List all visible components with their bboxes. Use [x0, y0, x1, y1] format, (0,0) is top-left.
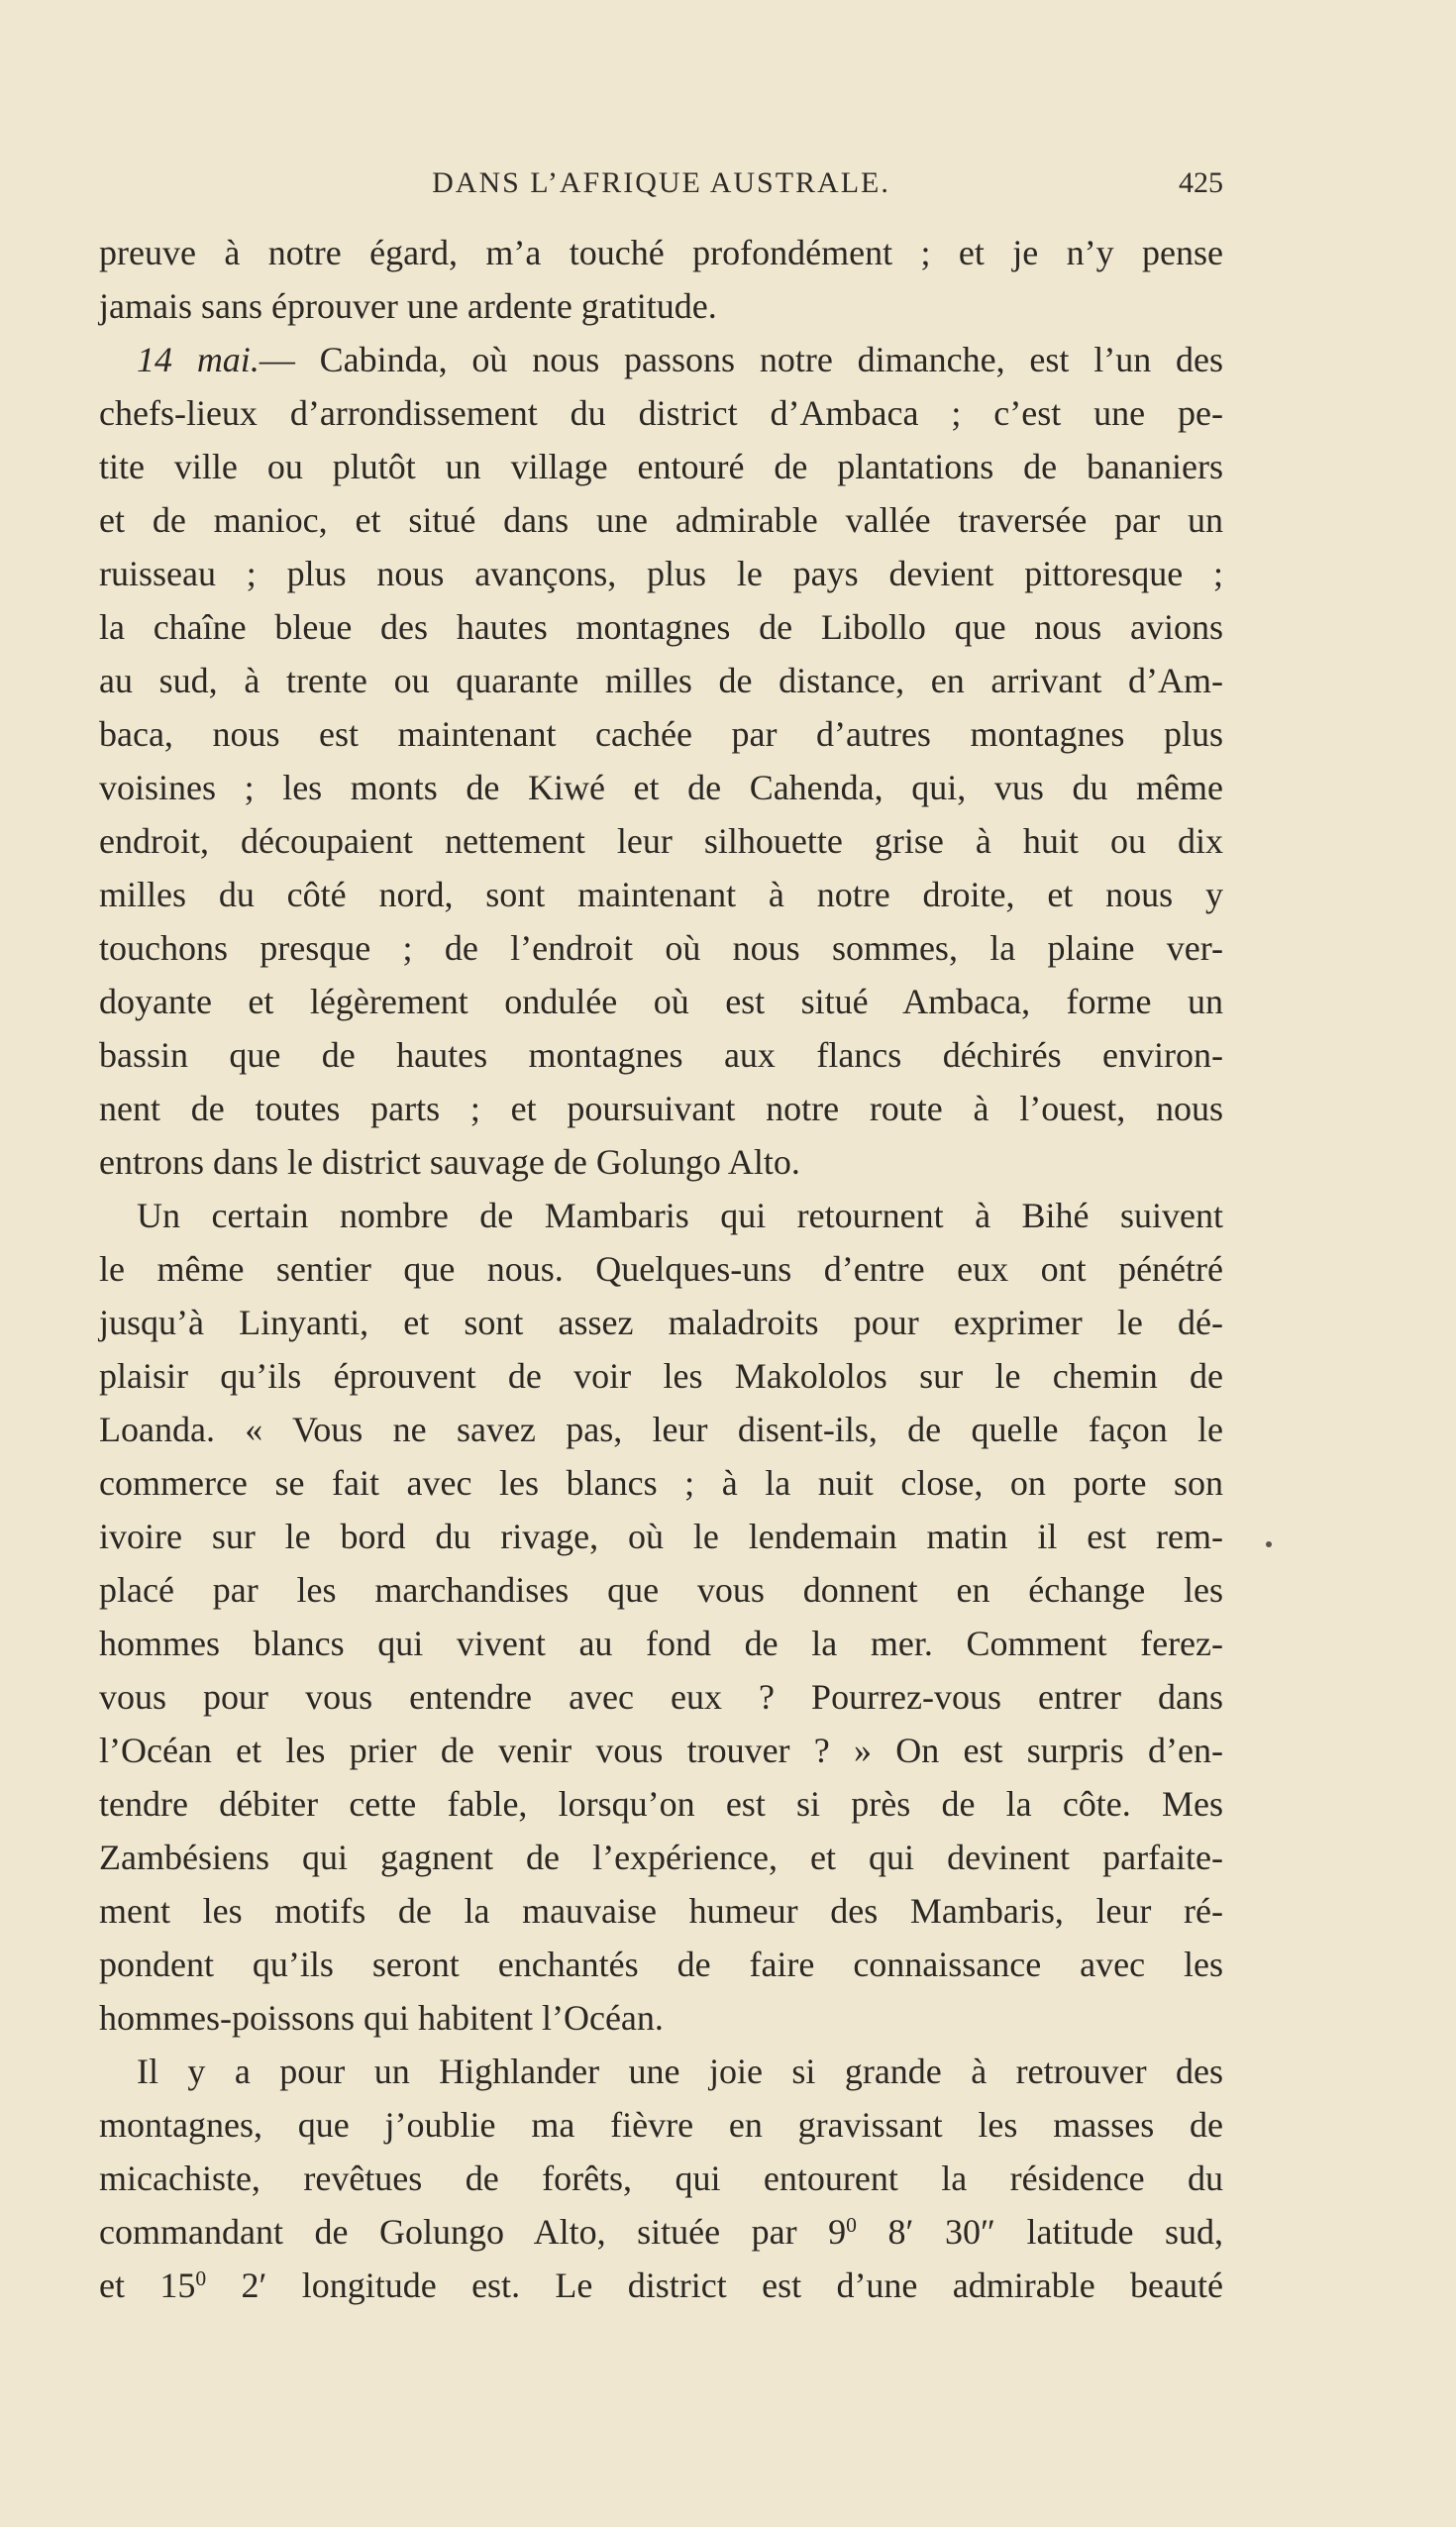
text-line: ruisseau ; plus nous avançons, plus le pays devient pittoresque ;: [99, 554, 1223, 593]
text-line: ment les motifs de la mauvaise humeur des Mambaris, leur ré-: [99, 1891, 1223, 1931]
text-line: jusqu’à Linyanti, et sont assez maladroits pour exprimer le dé-: [99, 1303, 1223, 1342]
text-line: chefs-lieux d’arrondissement du district d’Ambaca ; c’est une pe-: [99, 393, 1223, 433]
text-line: nent de toutes parts ; et poursuivant notre route à l’ouest, nous: [99, 1089, 1223, 1128]
text-run: 2′ longitude est. Le district est d’une admirable beauté: [206, 2265, 1223, 2305]
text-line: commerce se fait avec les blancs ; à la nuit close, on porte son: [99, 1463, 1223, 1503]
text-line: Loanda. « Vous ne savez pas, leur disent-ils, de quelle façon le: [99, 1410, 1223, 1449]
body-text: [99, 226, 1223, 2312]
text-line: l’Océan et les prier de venir vous trouver ? » On est surpris d’en-: [99, 1731, 1223, 1770]
text-line: endroit, découpaient nettement leur silhouette grise à huit ou dix: [99, 821, 1223, 861]
text-line: preuve à notre égard, m’a touché profondément ; et je n’y pense: [99, 233, 1223, 272]
text-line: micachiste, revêtues de forêts, qui entourent la résidence du: [99, 2158, 1223, 2198]
text-line: montagnes, que j’oublie ma fièvre en gravissant les masses de: [99, 2105, 1223, 2145]
longitude-degrees: 15: [159, 2265, 196, 2305]
latitude-degrees: 9: [828, 2212, 847, 2252]
text-line: [99, 2205, 1223, 2259]
text-run: 8′ 30″ latitude sud,: [856, 2212, 1224, 2252]
degree-mark: 0: [846, 2213, 857, 2238]
text-line: pondent qu’ils seront enchantés de faire connaissance avec les: [99, 1945, 1223, 1984]
text-line: baca, nous est maintenant cachée par d’autres montagnes plus: [99, 714, 1223, 754]
page-number: 425: [1179, 166, 1223, 199]
stray-ink-mark: [1266, 1541, 1272, 1547]
text-line: milles du côté nord, sont maintenant à notre droite, et nous y: [99, 875, 1223, 914]
text-line: Il y a pour un Highlander une joie si grande à retrouver des: [137, 2052, 1223, 2091]
degree-mark: 0: [195, 2266, 207, 2291]
text-line: Un certain nombre de Mambaris qui retournent à Bihé suivent: [137, 1196, 1223, 1235]
text-line: [99, 333, 1223, 386]
text-line: doyante et légèrement ondulée où est situé Ambaca, forme un: [99, 982, 1223, 1021]
text-line: entrons dans le district sauvage de Golungo Alto.: [99, 1142, 800, 1182]
text-line: placé par les marchandises que vous donnent en échange les: [99, 1570, 1223, 1610]
text-line: ivoire sur le bord du rivage, où le lendemain matin il est rem-: [99, 1517, 1223, 1556]
text-line: plaisir qu’ils éprouvent de voir les Makololos sur le chemin de: [99, 1356, 1223, 1396]
text-line: hommes blancs qui vivent au fond de la mer. Comment ferez-: [99, 1624, 1223, 1663]
running-head: [99, 166, 1223, 206]
text-line: vous pour vous entendre avec eux ? Pourrez-vous entrer dans: [99, 1677, 1223, 1717]
entry-date: 14 mai.: [137, 340, 260, 379]
text-line: bassin que de hautes montagnes aux flancs déchirés environ-: [99, 1035, 1223, 1075]
text-line: tendre débiter cette fable, lorsqu’on est si près de la côte. Mes: [99, 1784, 1223, 1824]
running-title: DANS L’AFRIQUE AUSTRALE.: [432, 166, 890, 199]
text-line: [99, 2259, 1223, 2312]
text-run: et: [99, 2265, 160, 2305]
text-line: Zambésiens qui gagnent de l’expérience, et qui devinent parfaite-: [99, 1838, 1223, 1877]
text-line: voisines ; les monts de Kiwé et de Cahenda, qui, vus du même: [99, 768, 1223, 807]
text-line: le même sentier que nous. Quelques-uns d’entre eux ont pénétré: [99, 1249, 1223, 1289]
text-line: tite ville ou plutôt un village entouré de plantations de bananiers: [99, 447, 1223, 486]
text-run: commandant de Golungo Alto, située par: [99, 2212, 829, 2252]
text-line: touchons presque ; de l’endroit où nous sommes, la plaine ver-: [99, 928, 1223, 968]
text-line: au sud, à trente ou quarante milles de distance, en arrivant d’Am-: [99, 661, 1223, 700]
text-line: la chaîne bleue des hautes montagnes de Libollo que nous avions: [99, 607, 1223, 647]
text-run: — Cabinda, où nous passons notre dimanche, est l’un des: [259, 340, 1223, 379]
text-line: jamais sans éprouver une ardente gratitude.: [99, 286, 717, 326]
text-line: et de manioc, et situé dans une admirable vallée traversée par un: [99, 500, 1223, 540]
text-line: hommes-poissons qui habitent l’Océan.: [99, 1998, 664, 2038]
